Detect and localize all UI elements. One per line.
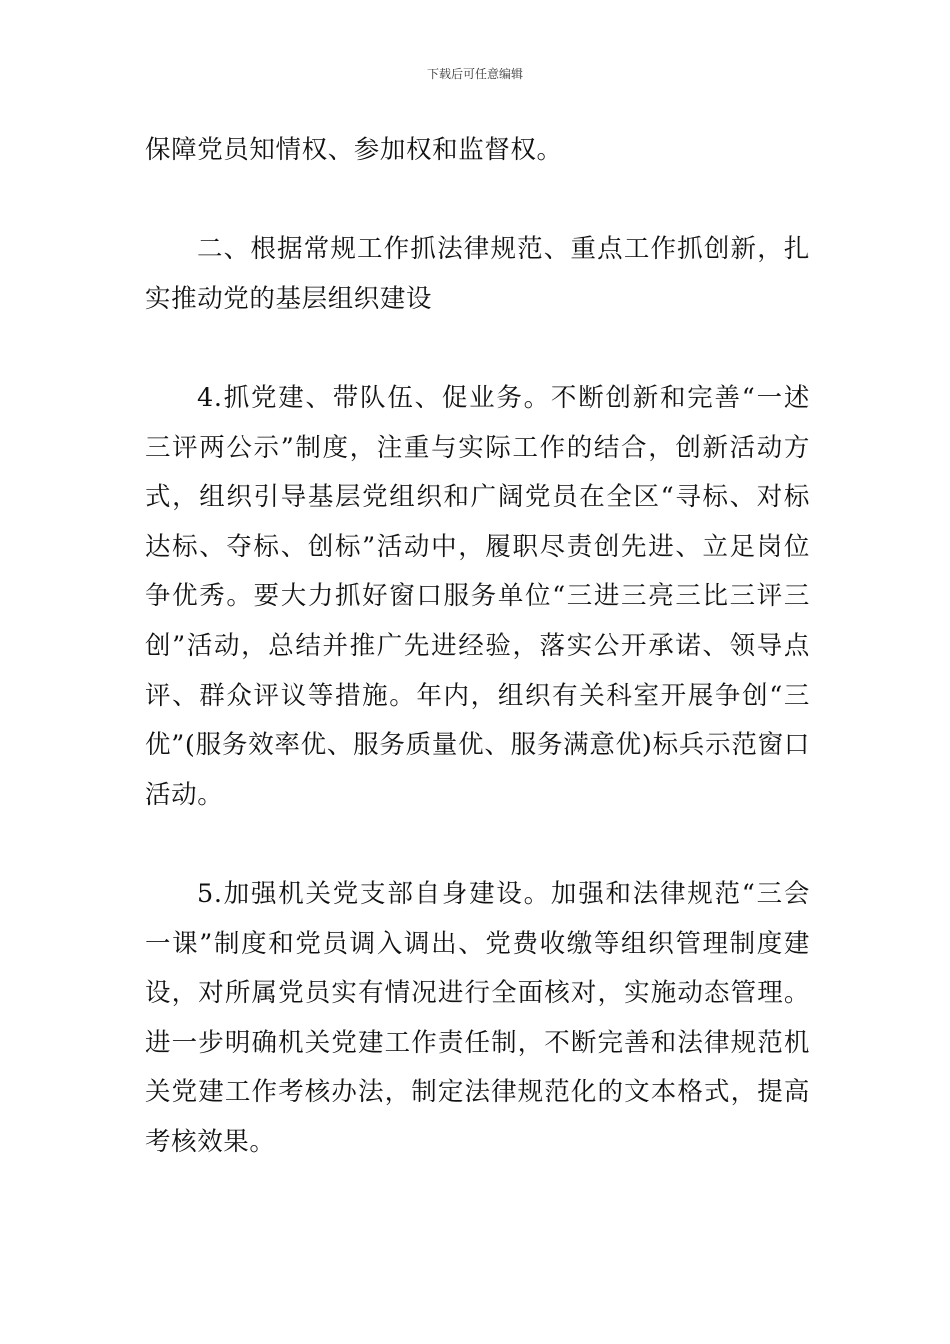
document-body [145,126,810,1167]
paragraph-item-5: 5.加强机关党支部自身建设。加强和法律规范“三会一课”制度和党员调入调出、党费收缴等组织管理制度建设，对所属党员实有情况进行全面核对，实施动态管理。进一步明确机关党建工作责任制，不断完善和法律规范机关党建工作考核办法，制定法律规范化的文本格式，提高考核效果。 [145,878,810,1157]
section-heading-2: 二、根据常规工作抓法律规范、重点工作抓创新，扎实推动党的基层组织建设 [145,234,810,314]
page-header-note: 下载后可任意编辑 [426,67,523,81]
paragraph-item-4: 4.抓党建、带队伍、促业务。不断创新和完善“一述三评两公示”制度，注重与实际工作的结合，创新活动方式，组织引导基层党组织和广阔党员在全区“寻标、对标达标、夺标、创标”活动中，履职尽责创先进、立足岗位争优秀。要大力抓好窗口服务单位“三进三亮三比三评三创”活动，总结并推广先进经验，落实公开承诺、领导点评、群众评议等措施。年内，组织有关科室开展争创“三优”(服务效率优、服务质量优、服务满意优)标兵示范窗口活动。 [145,382,810,810]
paragraph-continuation: 保障党员知情权、参加权和监督权。 [145,135,563,165]
